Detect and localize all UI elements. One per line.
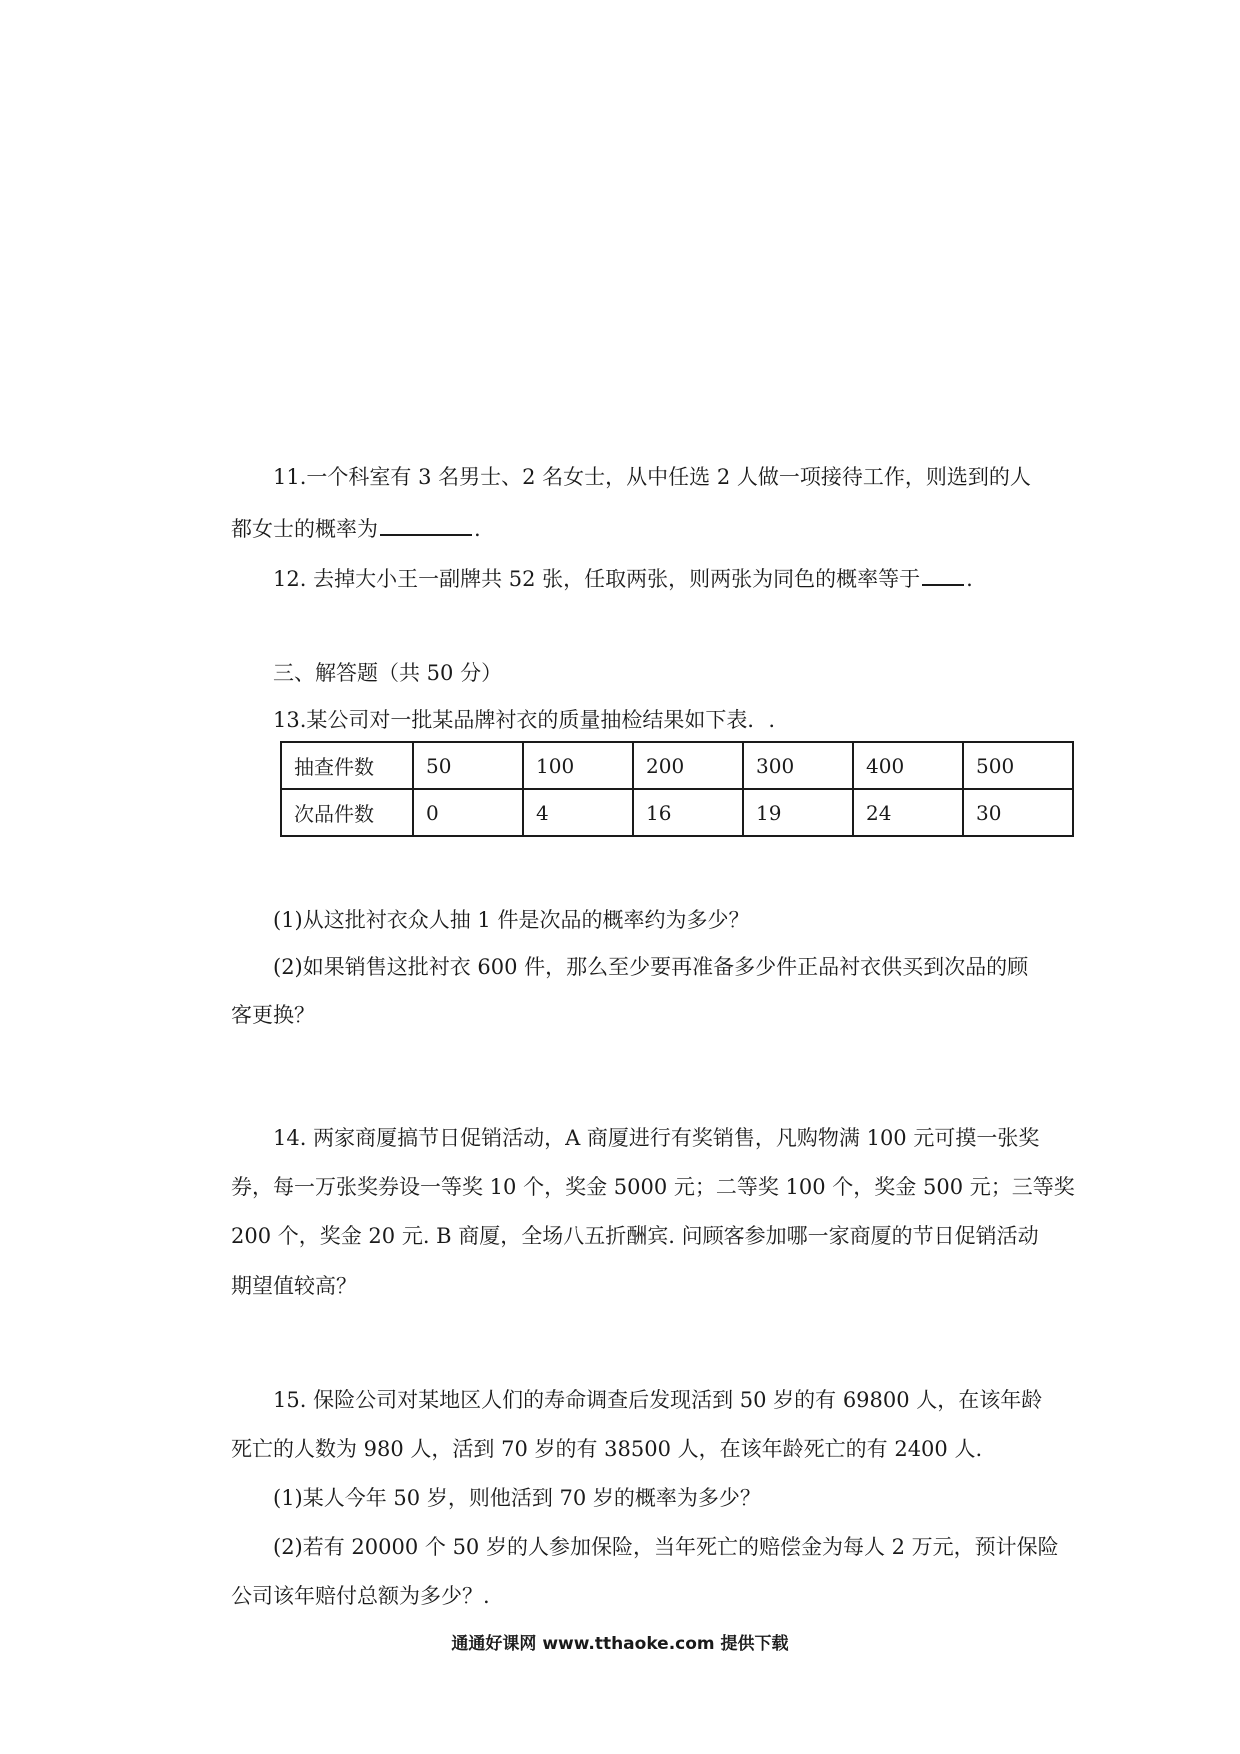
table-cell: 400 bbox=[853, 742, 963, 789]
table-cell: 100 bbox=[523, 742, 633, 789]
question-11-line-1: 11.一个科室有 3 名男士、2 名女士，从中任选 2 人做一项接待工作，则选到的人 bbox=[273, 465, 1031, 489]
question-13-part-2-line-1: (2)如果销售这批衬衣 600 件，那么至少要再准备多少件正品衬衣供买到次品的顾 bbox=[273, 955, 1029, 979]
question-14-line-1: 14. 两家商厦搞节日促销活动，A 商厦进行有奖销售，凡购物满 100 元可摸一张奖 bbox=[273, 1126, 1040, 1150]
question-15-part-1: (1)某人今年 50 岁，则他活到 70 岁的概率为多少？ bbox=[273, 1486, 761, 1510]
answer-blank-11[interactable] bbox=[380, 512, 472, 536]
question-15-line-2: 死亡的人数为 980 人，活到 70 岁的有 38500 人，在该年龄死亡的有 2400 人. bbox=[231, 1437, 983, 1461]
table-header-inspected: 抽查件数 bbox=[281, 742, 413, 789]
question-15-part-2-line-1: (2)若有 20000 个 50 岁的人参加保险，当年死亡的赔偿金为每人 2 万元，预计保险 bbox=[273, 1535, 1059, 1559]
question-12-line bbox=[273, 562, 973, 594]
question-12-text: 12. 去掉大小王一副牌共 52 张，任取两张，则两张为同色的概率等于 bbox=[273, 567, 921, 591]
question-12-suffix: . bbox=[966, 567, 973, 591]
question-13-intro: 13.某公司对一批某品牌衬衣的质量抽检结果如下表．. bbox=[273, 708, 776, 732]
table-cell: 16 bbox=[633, 789, 743, 836]
question-15-part-2-line-2: 公司该年赔付总额为多少？. bbox=[231, 1584, 490, 1608]
table-cell: 30 bbox=[963, 789, 1073, 836]
table-cell: 300 bbox=[743, 742, 853, 789]
question-11-prefix: 都女士的概率为 bbox=[231, 517, 378, 541]
table-row-inspected bbox=[281, 742, 1073, 789]
question-11-line-2 bbox=[231, 512, 481, 544]
table-cell: 200 bbox=[633, 742, 743, 789]
question-11-suffix: . bbox=[474, 517, 481, 541]
inspection-table bbox=[280, 741, 1074, 837]
question-13-part-2-line-2: 客更换？ bbox=[231, 1003, 315, 1027]
page-footer: 通通好课网 www.tthaoke.com 提供下载 bbox=[451, 1634, 789, 1654]
question-14-line-3: 200 个，奖金 20 元. B 商厦，全场八五折酬宾. 问顾客参加哪一家商厦的节日促销活动 bbox=[231, 1224, 1039, 1248]
question-14-line-4: 期望值较高？ bbox=[231, 1274, 357, 1298]
question-13-part-1: (1)从这批衬衣众人抽 1 件是次品的概率约为多少？ bbox=[273, 908, 750, 932]
question-15-line-1: 15. 保险公司对某地区人们的寿命调查后发现活到 50 岁的有 69800 人，在该年龄 bbox=[273, 1388, 1043, 1412]
answer-blank-12[interactable] bbox=[922, 562, 964, 586]
table-cell: 4 bbox=[523, 789, 633, 836]
table-row-defective bbox=[281, 789, 1073, 836]
table-cell: 19 bbox=[743, 789, 853, 836]
table-cell: 50 bbox=[413, 742, 523, 789]
table-header-defective: 次品件数 bbox=[281, 789, 413, 836]
table-cell: 500 bbox=[963, 742, 1073, 789]
table-cell: 0 bbox=[413, 789, 523, 836]
table-cell: 24 bbox=[853, 789, 963, 836]
section-3-heading: 三、解答题（共 50 分） bbox=[273, 661, 503, 685]
question-14-line-2: 券，每一万张奖券设一等奖 10 个，奖金 5000 元；二等奖 100 个，奖金 500 元；三等奖 bbox=[231, 1175, 1075, 1199]
